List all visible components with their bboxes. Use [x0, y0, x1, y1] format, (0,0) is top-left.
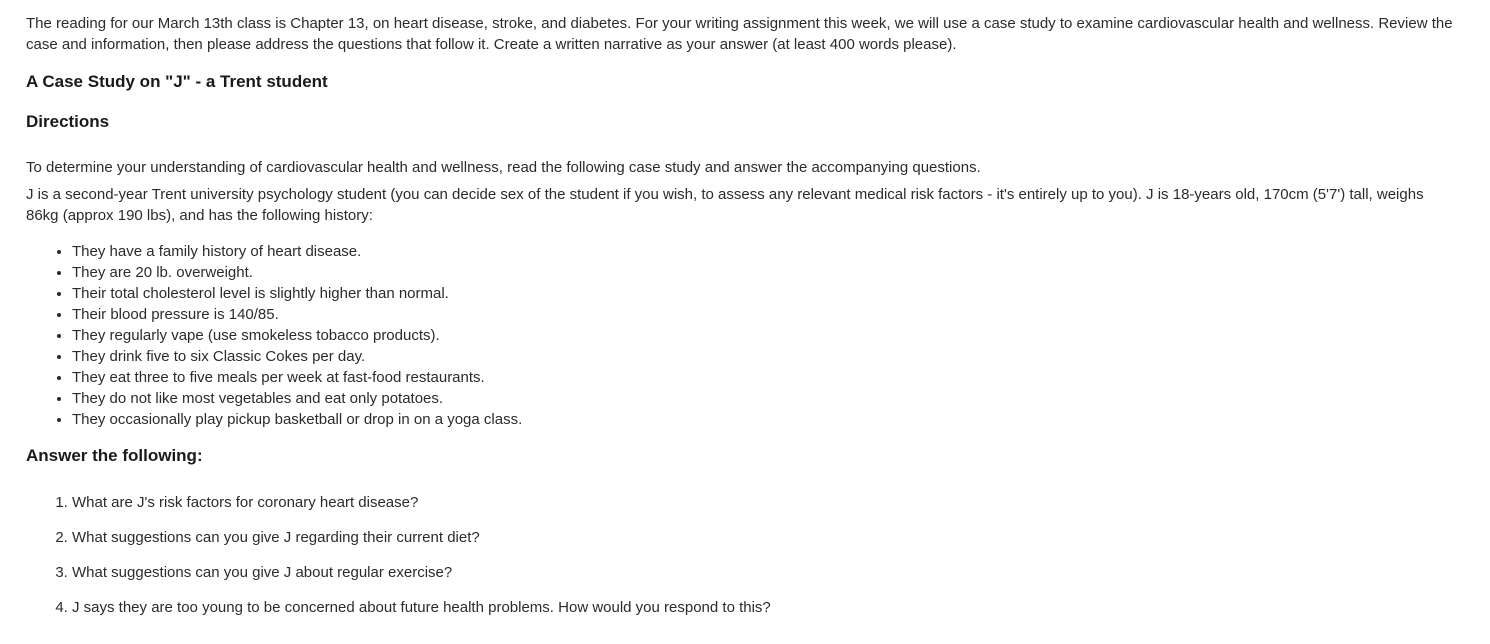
history-item: • They have a family history of heart disease.: [72, 241, 522, 262]
question-item: 2. What suggestions can you give J regarding their current diet?: [72, 527, 771, 548]
directions-heading: Directions: [26, 112, 110, 131]
intro-paragraph: The reading for our March 13th class is Chapter 13, on heart disease, stroke, and diabetes. For your writing assignment this week, we will use a case study to examine cardiovascular health and wellness. Review the case and information, then please address the questions that follow it. Create a written narrative as your answer (at least 400 words please).: [26, 15, 1453, 53]
question-item: 4. J says they are too young to be concerned about future health problems. How would you respond to this?: [72, 597, 771, 618]
history-item: • They drink five to six Classic Cokes per day.: [72, 346, 522, 367]
answer-heading: Answer the following:: [26, 446, 203, 465]
history-item: • They regularly vape (use smokeless tobacco products).: [72, 325, 522, 346]
history-intro: J is a second-year Trent university psychology student (you can decide sex of the student if you wish, to assess any relevant medical risk factors - it's entirely up to you). J is 18-years old, 170cm (5'7') tall, weighs 86kg (approx 190 lbs), and has the following history:: [26, 186, 1424, 224]
questions-list: [26, 492, 771, 618]
question-item: 1. What are J's risk factors for coronary heart disease?: [72, 492, 771, 513]
case-study-title: A Case Study on "J" - a Trent student: [26, 72, 328, 91]
history-item: • They are 20 lb. overweight.: [72, 262, 522, 283]
history-item: • They do not like most vegetables and eat only potatoes.: [72, 388, 522, 409]
history-list: [26, 241, 522, 430]
directions-text: To determine your understanding of cardiovascular health and wellness, read the following case study and answer the accompanying questions.: [26, 159, 981, 176]
history-item: • They eat three to five meals per week at fast-food restaurants.: [72, 367, 522, 388]
question-item: 3. What suggestions can you give J about regular exercise?: [72, 562, 771, 583]
history-item: • They occasionally play pickup basketball or drop in on a yoga class.: [72, 409, 522, 430]
history-item: • Their blood pressure is 140/85.: [72, 304, 522, 325]
history-item: • Their total cholesterol level is slightly higher than normal.: [72, 283, 522, 304]
